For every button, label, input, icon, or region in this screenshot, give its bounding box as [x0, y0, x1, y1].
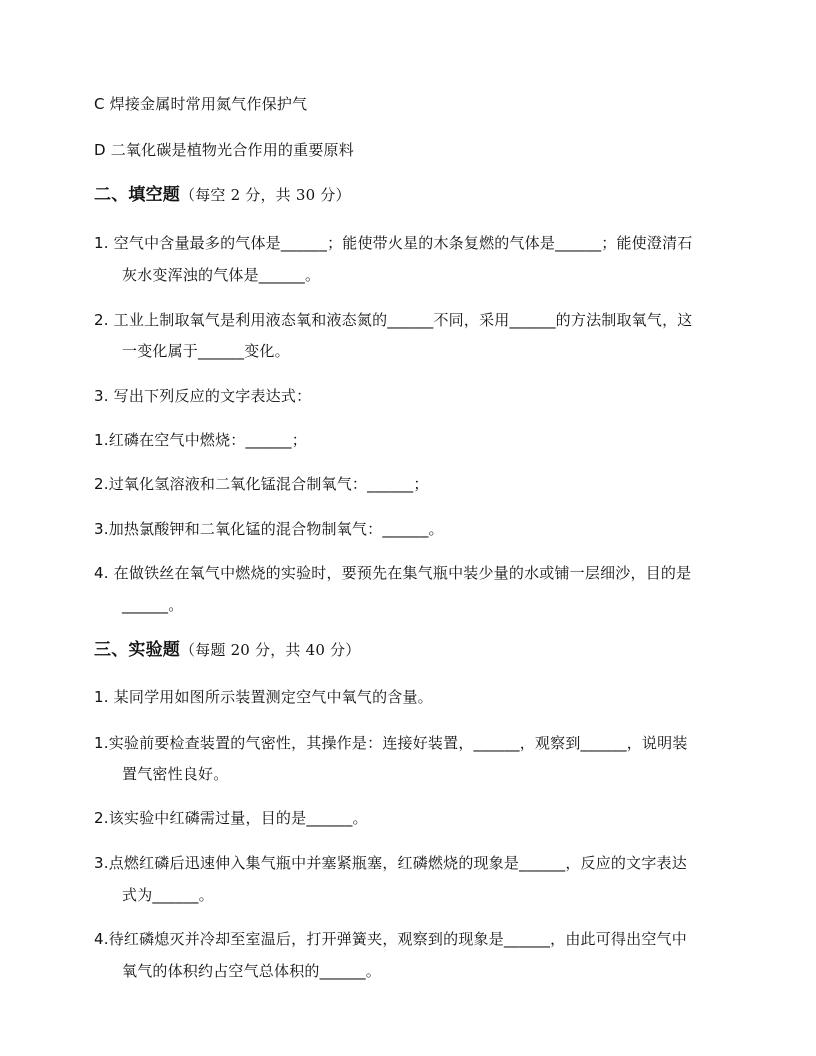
section3-title: 三、实验题 — [94, 640, 180, 660]
option-d: D 二氧化碳是植物光合作用的重要原料 — [94, 141, 354, 159]
s3-step-1-line1: 1.实验前要检查装置的气密性，其操作是：连接好装置，______，观察到______，说明装 — [94, 734, 688, 752]
s3-step-4-line2: 氧气的体积约占空气总体积的______。 — [122, 962, 382, 980]
s3-step-1-line2: 置气密性良好。 — [122, 765, 229, 783]
s2-question-2-line2: 一变化属于______变化。 — [122, 342, 290, 360]
s2-question-3-sub3: 3.加热氯酸钾和二氧化锰的混合物制氧气：______。 — [94, 520, 444, 538]
s2-question-3: 3. 写出下列反应的文字表达式： — [94, 387, 312, 405]
s3-step-4-line1: 4.待红磷熄灭并冷却至室温后，打开弹簧夹，观察到的现象是______，由此可得出空气中 — [94, 930, 687, 948]
s3-step-3-line2: 式为______。 — [122, 886, 214, 904]
s2-question-2-line1: 2. 工业上制取氧气是利用液态氧和液态氮的______不同，采用______的方法制取氧气，这 — [94, 311, 693, 329]
s3-question-1: 1. 某同学用如图所示装置测定空气中氧气的含量。 — [94, 688, 433, 706]
section2-title: 二、填空题 — [94, 185, 180, 205]
option-c: C 焊接金属时常用氮气作保护气 — [94, 95, 308, 113]
s2-question-1-line2: 灰水变浑浊的气体是______。 — [122, 266, 321, 284]
section3-heading — [94, 640, 360, 660]
section2-note: （每空 2 分，共 30 分） — [180, 186, 351, 204]
s2-question-4-line2: ______。 — [122, 596, 184, 614]
s3-step-2: 2.该实验中红磷需过量，目的是______。 — [94, 809, 368, 827]
s2-question-3-sub2: 2.过氧化氢溶液和二氧化锰混合制氧气：______； — [94, 475, 429, 493]
section3-note: （每题 20 分，共 40 分） — [180, 641, 361, 659]
s2-question-3-sub1: 1.红磷在空气中燃烧：______； — [94, 431, 307, 449]
s2-question-4-line1: 4. 在做铁丝在氧气中燃烧的实验时，要预先在集气瓶中装少量的水或铺一层细沙，目的是 — [94, 564, 692, 582]
s3-step-3-line1: 3.点燃红磷后迅速伸入集气瓶中并塞紧瓶塞，红磷燃烧的现象是______，反应的文字表达 — [94, 854, 687, 872]
s2-question-1-line1: 1. 空气中含量最多的气体是______；能使带火星的木条复燃的气体是______；能使澄清石 — [94, 234, 693, 252]
section2-heading — [94, 185, 351, 205]
